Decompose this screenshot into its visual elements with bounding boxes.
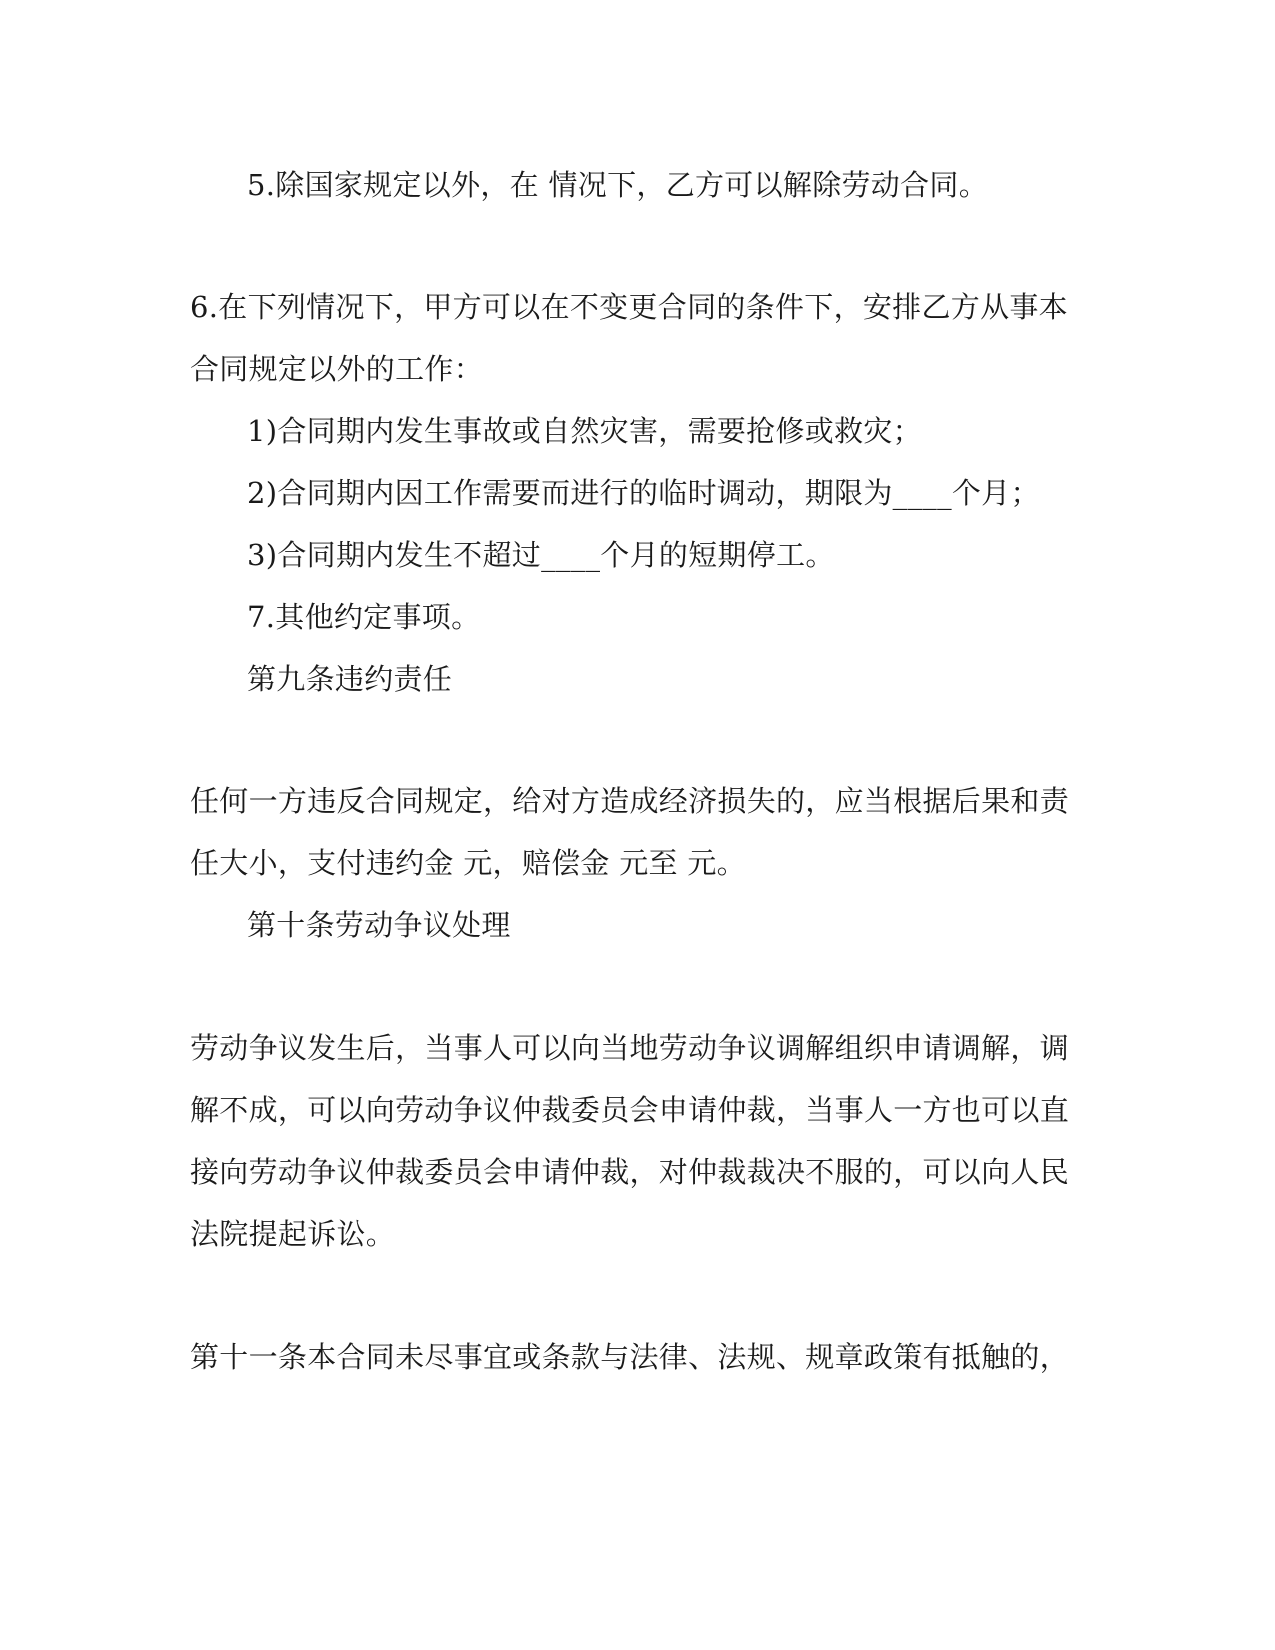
article-10-body-line-2: 解不成，可以向劳动争议仲裁委员会申请仲裁，当事人一方也可以直 [190, 1093, 1070, 1127]
article-11-line-1: 第十一条本合同未尽事宜或条款与法律、法规、规章政策有抵触的， [190, 1340, 1070, 1374]
clause-6-line-2: 合同规定以外的工作： [190, 352, 484, 386]
article-10-heading: 第十条劳动争议处理 [247, 908, 511, 942]
article-10-body-line-3: 接向劳动争议仲裁委员会申请仲裁，对仲裁裁决不服的，可以向人民 [190, 1155, 1070, 1189]
clause-6-item-2: 2)合同期内因工作需要而进行的临时调动，期限为____个月； [247, 476, 1040, 510]
article-10-body-line-4: 法院提起诉讼。 [190, 1217, 396, 1251]
article-9-body-line-2: 任大小，支付违约金 元，赔偿金 元至 元。 [190, 846, 746, 880]
article-10-body-line-1: 劳动争议发生后，当事人可以向当地劳动争议调解组织申请调解，调 [190, 1031, 1070, 1065]
clause-6-item-1: 1)合同期内发生事故或自然灾害，需要抢修或救灾； [247, 414, 922, 448]
clause-6-item-3: 3)合同期内发生不超过____个月的短期停工。 [247, 538, 835, 572]
article-9-body-line-1: 任何一方违反合同规定，给对方造成经济损失的，应当根据后果和责 [190, 784, 1070, 818]
clause-7-line: 7.其他约定事项。 [247, 600, 481, 634]
clause-6-line-1: 6.在下列情况下，甲方可以在不变更合同的条件下，安排乙方从事本 [190, 290, 1068, 324]
article-9-heading: 第九条违约责任 [247, 662, 453, 696]
clause-5-line: 5.除国家规定以外，在 情况下，乙方可以解除劳动合同。 [247, 168, 988, 202]
